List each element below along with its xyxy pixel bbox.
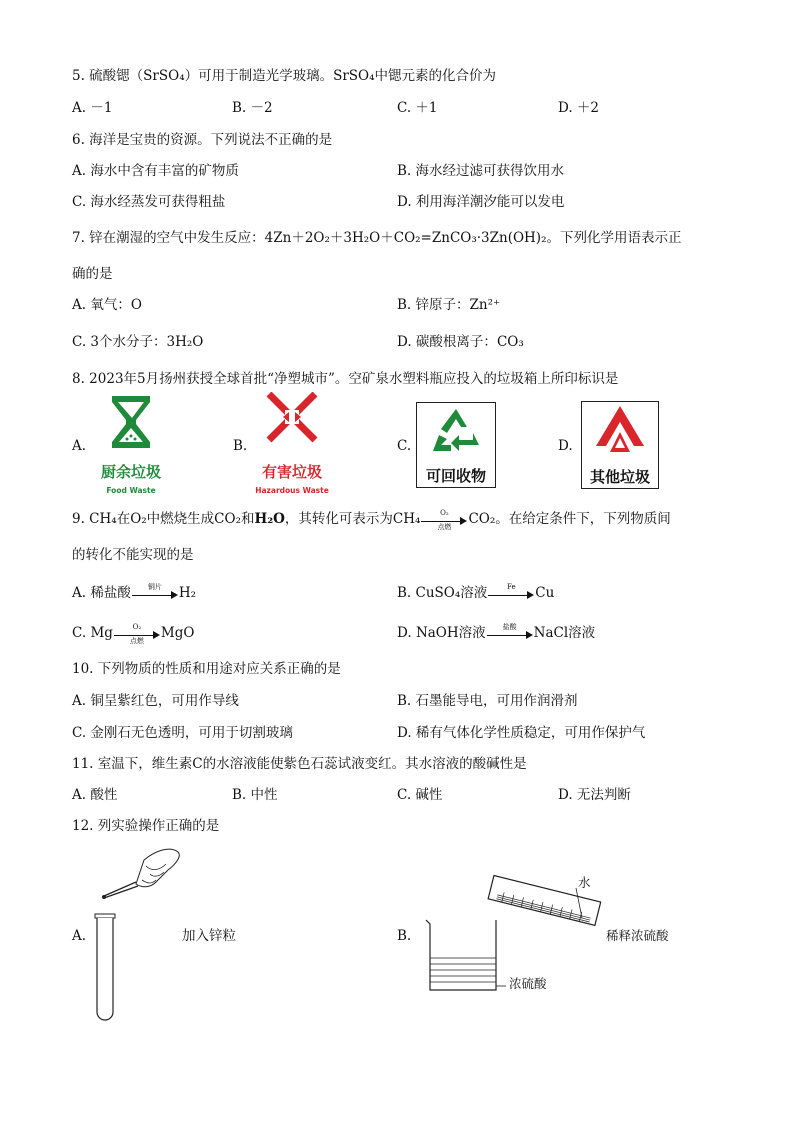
q11-stem: 11. 室温下，维生素C的水溶液能使紫色石蕊试液变红。其水溶液的酸碱性是	[72, 756, 527, 772]
water-label: 水	[578, 875, 591, 890]
q10-option-b[interactable]: B. 石墨能导电，可用作润滑剂	[397, 693, 578, 709]
q9-option-a[interactable]: A. 稀盐酸 铜片 H₂	[72, 582, 197, 601]
dilute-acid-label: 稀释浓硫酸	[606, 928, 669, 943]
q9-stem: 9. CH₄在O₂中燃烧生成CO₂和H₂O，其转化可表示为CH₄ O₂ 点燃 CO₂。在给定条件下，下列物质间	[72, 508, 671, 531]
q7-option-d[interactable]: D. 碳酸根离子：CO₃	[397, 334, 524, 350]
food-waste-subtitle: Food Waste	[106, 486, 156, 495]
q8-option-d[interactable]	[581, 401, 659, 489]
q8-option-c-label[interactable]: C.	[397, 438, 412, 454]
q11-option-d[interactable]: D. 无法判断	[558, 787, 631, 803]
q12-stem: 12. 列实验操作正确的是	[72, 818, 220, 834]
q8-option-a-label[interactable]: A.	[72, 438, 87, 454]
q7-option-b[interactable]: B. 锌原子：Zn²⁺	[397, 297, 501, 313]
q7-option-a[interactable]: A. 氧气：O	[72, 297, 142, 313]
q11-option-c[interactable]: C. 碱性	[397, 787, 443, 803]
q11-option-b[interactable]: B. 中性	[232, 787, 278, 803]
concentrated-acid-label: 浓硫酸	[509, 976, 547, 991]
q8-option-a[interactable]	[88, 392, 174, 500]
q6-option-b[interactable]: B. 海水经过滤可获得饮用水	[397, 163, 565, 179]
q6-stem: 6. 海洋是宝贵的资源。下列说法不正确的是	[72, 132, 333, 148]
q10-option-c[interactable]: C. 金刚石无色透明，可用于切割玻璃	[72, 725, 293, 741]
q5-option-c[interactable]: C. ＋1	[397, 100, 438, 116]
q6-option-d[interactable]: D. 利用海洋潮汐能可以发电	[397, 194, 565, 210]
hazardous-waste-icon	[247, 392, 337, 452]
q9-stem-line2: 的转化不能实现的是	[72, 547, 194, 563]
q7-option-c[interactable]: C. 3个水分子：3H₂O	[72, 334, 204, 350]
q5-option-b[interactable]: B. －2	[232, 100, 273, 116]
food-waste-title: 厨余垃圾	[100, 463, 161, 481]
q8-option-b-label[interactable]: B.	[233, 438, 248, 454]
q10-stem: 10. 下列物质的性质和用途对应关系正确的是	[72, 661, 341, 677]
food-waste-icon	[88, 392, 174, 452]
q5-option-a[interactable]: A. －1	[72, 100, 113, 116]
recycle-icon	[417, 403, 495, 459]
q6-option-c[interactable]: C. 海水经蒸发可获得粗盐	[72, 194, 226, 210]
q7-stem: 7. 锌在潮湿的空气中发生反应：4Zn＋2O₂＋3H₂O＋CO₂=ZnCO₃·3Zn(OH)₂。下列化学用语表示正	[72, 230, 682, 246]
q9-option-b[interactable]: B. CuSO₄溶液 Fe Cu	[397, 582, 555, 601]
q5-stem: 5. 硫酸锶（SrSO₄）可用于制造光学玻璃。SrSO₄中锶元素的化合价为	[72, 68, 497, 84]
q10-option-a[interactable]: A. 铜呈紫红色，可用作导线	[72, 693, 239, 709]
q8-option-b[interactable]	[247, 392, 337, 500]
q12-option-a-caption: 加入锌粒	[182, 928, 236, 944]
q8-option-c[interactable]	[416, 402, 496, 488]
q9-option-d[interactable]: D. NaOH溶液 盐酸 NaCl溶液	[397, 622, 596, 641]
q9-option-c[interactable]: C. Mg O₂ 点燃 MgO	[72, 622, 195, 645]
q12-option-b-label[interactable]: B.	[397, 928, 412, 944]
q11-option-a[interactable]: A. 酸性	[72, 787, 118, 803]
q8-stem: 8. 2023年5月扬州获授全球首批“净塑城市”。空矿泉水塑料瓶应投入的垃圾箱上所印标识是	[72, 371, 619, 387]
other-waste-icon	[582, 402, 658, 460]
hazardous-waste-subtitle: Hazardous Waste	[255, 486, 329, 495]
q5-option-d[interactable]: D. ＋2	[558, 100, 600, 116]
q6-option-a[interactable]: A. 海水中含有丰富的矿物质	[72, 163, 239, 179]
zinc-test-tube-illustration[interactable]	[86, 840, 196, 1025]
q10-option-d[interactable]: D. 稀有气体化学性质稳定，可用作保护气	[397, 725, 646, 741]
q7-equation: 4Zn＋2O₂＋3H₂O＋CO₂=ZnCO₃·3Zn(OH)₂	[264, 230, 547, 246]
other-waste-title: 其他垃圾	[589, 468, 650, 486]
hazardous-waste-title: 有害垃圾	[261, 463, 322, 481]
q7-stem-line2: 确的是	[72, 266, 113, 282]
q12-option-a-label[interactable]: A.	[72, 928, 87, 944]
q9-stem-arrow: O₂ 点燃	[421, 513, 467, 527]
recyclable-title: 可回收物	[425, 467, 486, 485]
q8-option-d-label[interactable]: D.	[558, 438, 573, 454]
